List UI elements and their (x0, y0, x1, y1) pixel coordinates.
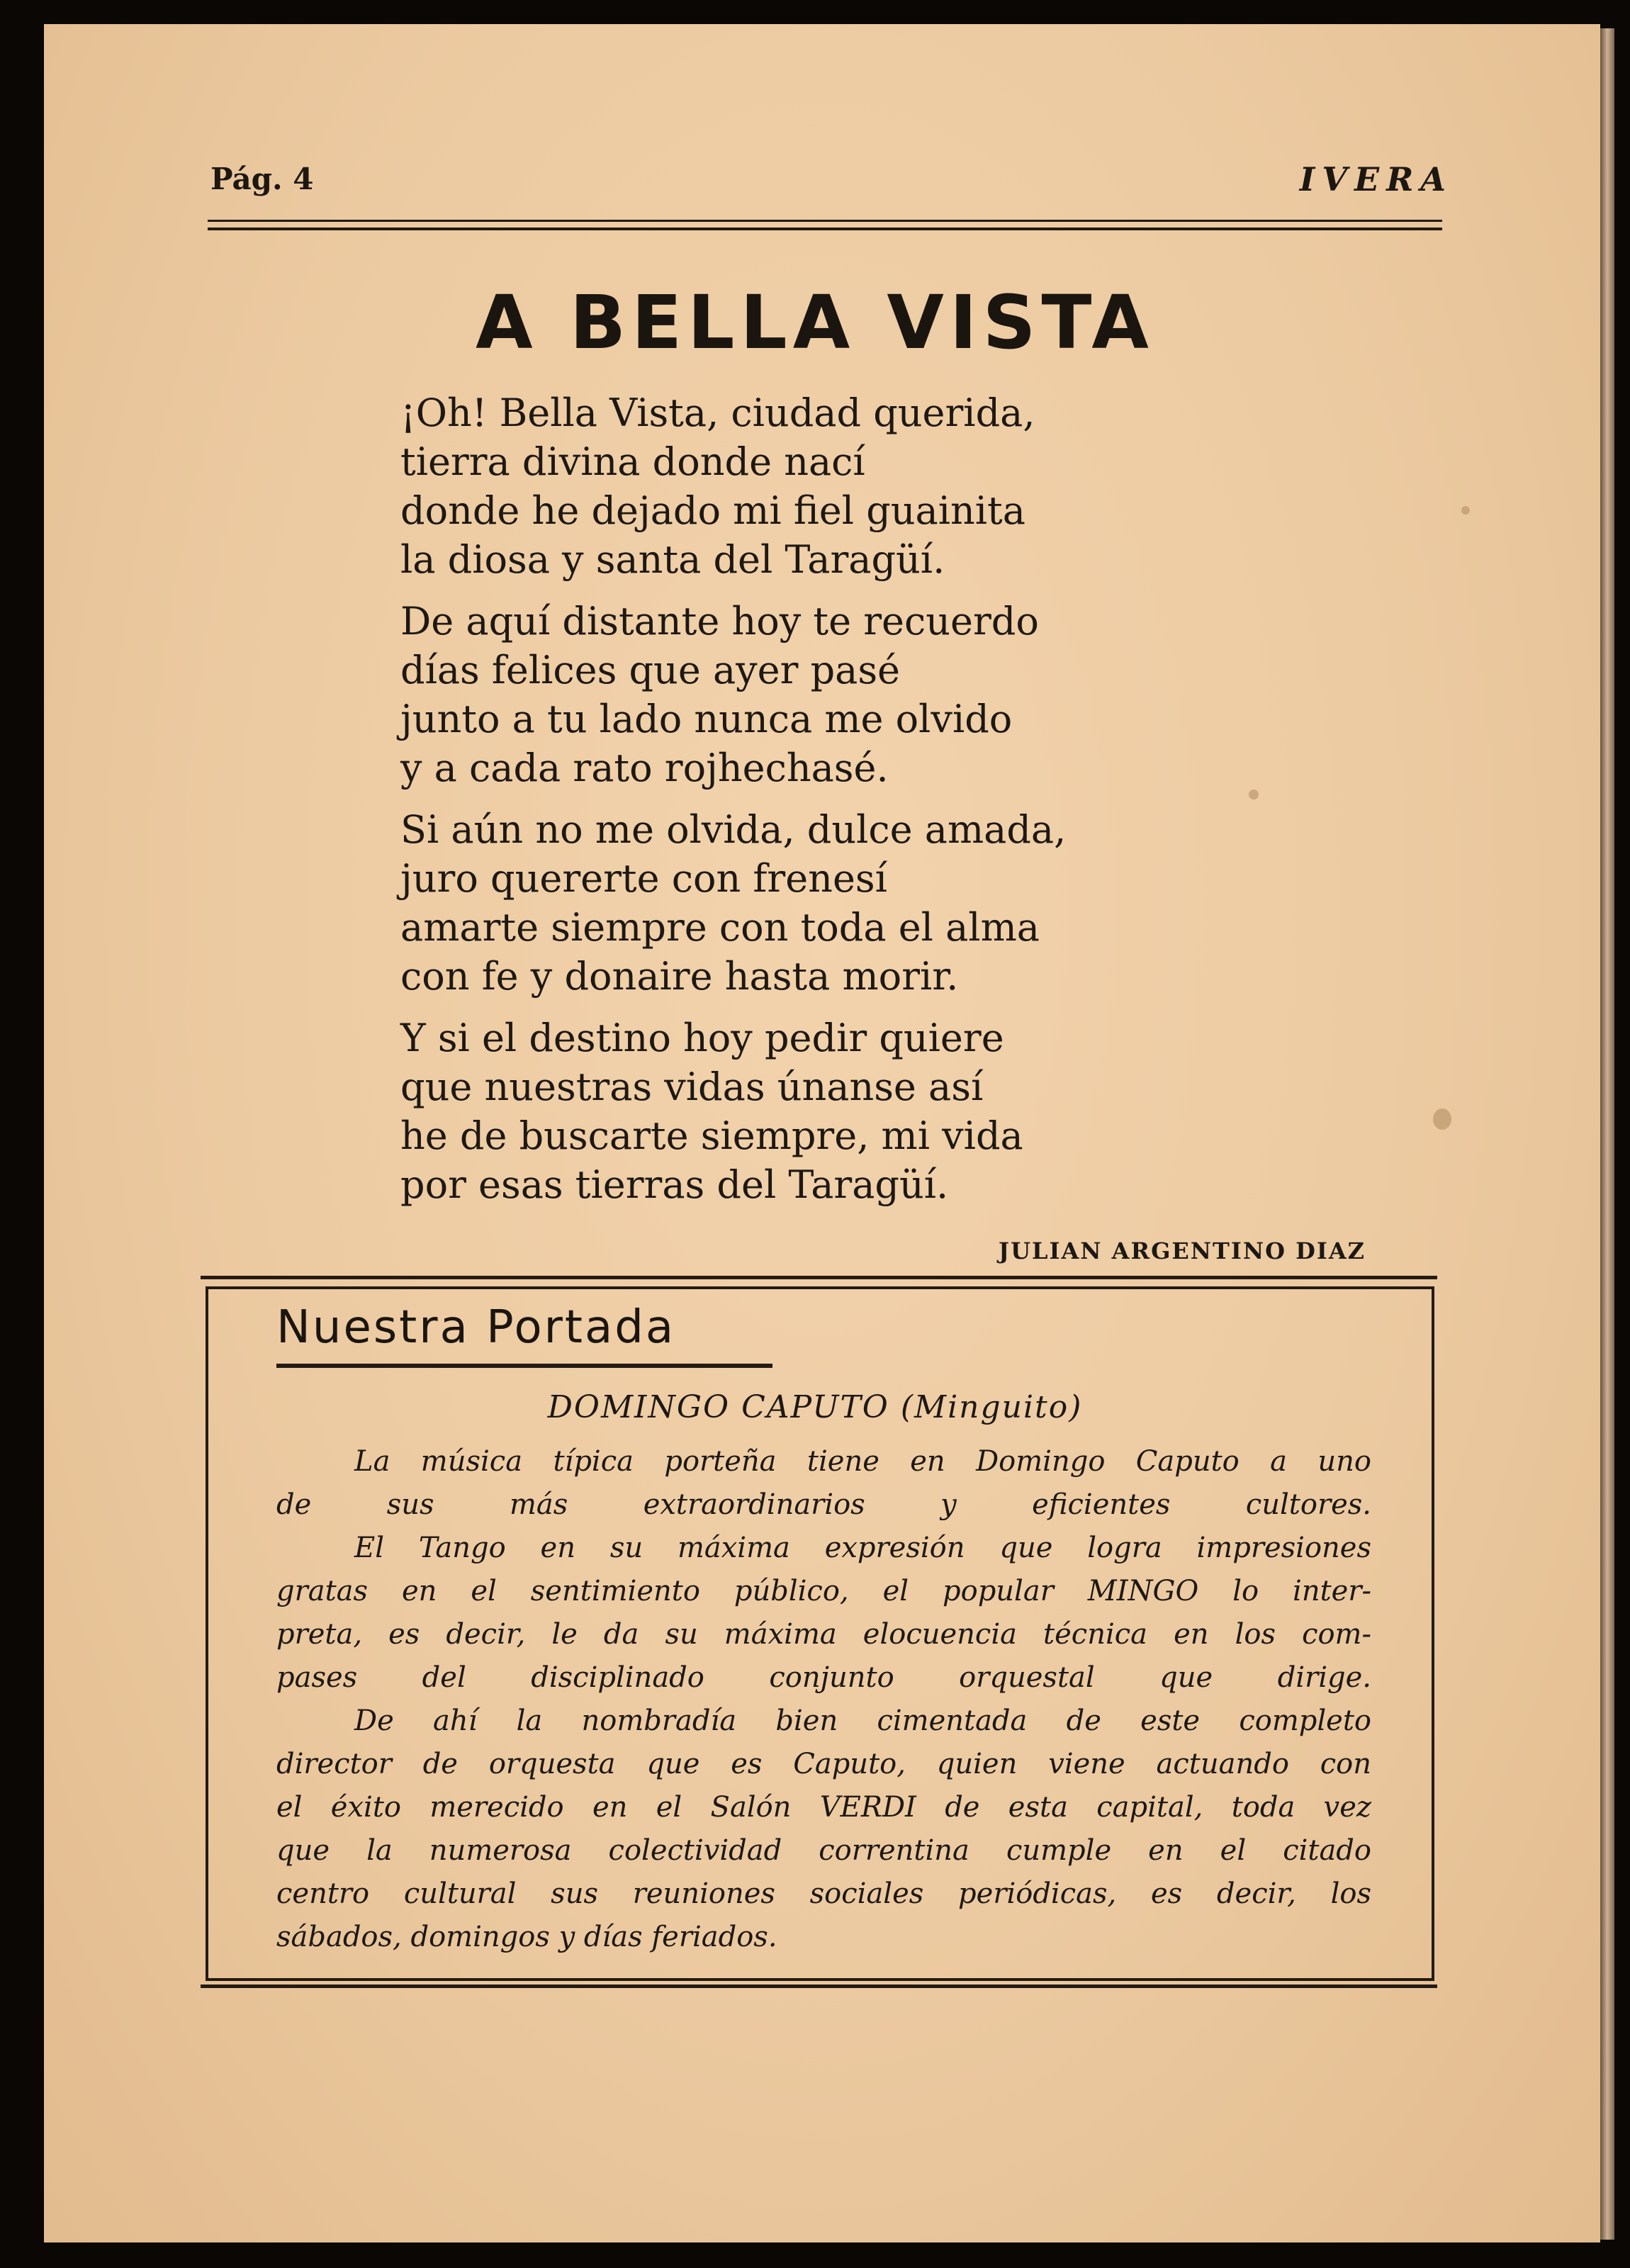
header-rule (208, 228, 1442, 230)
poem-line: amarte siempre con toda el alma (400, 905, 1040, 950)
text-line: El Tango en su máxima expresión que logra impresiones (354, 1532, 1371, 1564)
text-line: de sus más extraordinarios y eficientes cultores. (276, 1488, 1371, 1521)
poem-line: tierra divina donde nací (400, 439, 865, 484)
poem-line: por esas tierras del Taragüí. (400, 1162, 949, 1207)
poem-stanza (400, 597, 1322, 792)
poem-line: con fe y donaire hasta morir. (400, 954, 959, 999)
poem-line: De aquí distante hoy te recuerdo (400, 599, 1039, 644)
stain-mark (1433, 1108, 1451, 1130)
text-line: sábados, domingos y días feriados. (276, 1921, 777, 1953)
text-line: que la numerosa colectividad correntina cumple en el citado (276, 1834, 1371, 1867)
poem-line: junto a tu lado nunca me olvido (400, 697, 1013, 741)
poem-body (400, 388, 1322, 1222)
poem-line: días felices que ayer pasé (400, 648, 901, 692)
poem-author: JULIAN ARGENTINO DIAZ (998, 1237, 1366, 1264)
poem-line: y a cada rato rojhechasé. (400, 746, 889, 790)
poem-line: donde he dejado mi fiel guainita (400, 488, 1025, 533)
stain-mark (1461, 506, 1470, 515)
poem-stanza (400, 1014, 1322, 1209)
text-line: preta, es decir, le da su máxima elocuencia técnica en los com- (276, 1618, 1371, 1651)
poem-title: A BELLA VISTA (476, 279, 1154, 366)
box-top-rule (201, 1276, 1437, 1279)
poem-line: Y si el destino hoy pedir quiere (400, 1016, 1004, 1060)
heading-underline (276, 1364, 772, 1368)
header-rule (208, 220, 1442, 222)
box-bottom-rule (201, 1984, 1437, 1988)
poem-line: que nuestras vidas únanse así (400, 1065, 984, 1109)
text-line: La música típica porteña tiene en Domingo Caputo a uno (354, 1445, 1371, 1478)
text-line: centro cultural sus reuniones sociales periódicas, es decir, los (276, 1877, 1371, 1910)
text-line: director de orquesta que es Caputo, quien viene actuando con (276, 1748, 1371, 1780)
portada-subtitle: DOMINGO CAPUTO (Minguito) (547, 1389, 1083, 1425)
poem-line: ¡Oh! Bella Vista, ciudad querida, (400, 391, 1035, 435)
page-number: Pág. 4 (210, 162, 314, 196)
poem-stanza (400, 805, 1322, 1001)
poem-line: Si aún no me olvida, dulce amada, (400, 807, 1067, 852)
text-line: el éxito merecido en el Salón VERDI de esta capital, toda vez (276, 1791, 1371, 1824)
poem-line: he de buscarte siempre, mi vida (400, 1113, 1023, 1158)
text-line: gratas en el sentimiento público, el popular MINGO lo inter- (276, 1575, 1371, 1607)
text-line: De ahí la nombradía bien cimentada de este completo (354, 1705, 1371, 1737)
text-line: pases del disciplinado conjunto orquestal que dirige. (276, 1661, 1371, 1694)
magazine-name: IVERA (1299, 160, 1453, 198)
portada-text (276, 1440, 1371, 1959)
poem-stanza (400, 388, 1322, 584)
poem-line: la diosa y santa del Taragüí. (400, 537, 945, 582)
portada-heading: Nuestra Portada (276, 1301, 676, 1354)
poem-line: juro quererte con frenesí (400, 856, 887, 901)
